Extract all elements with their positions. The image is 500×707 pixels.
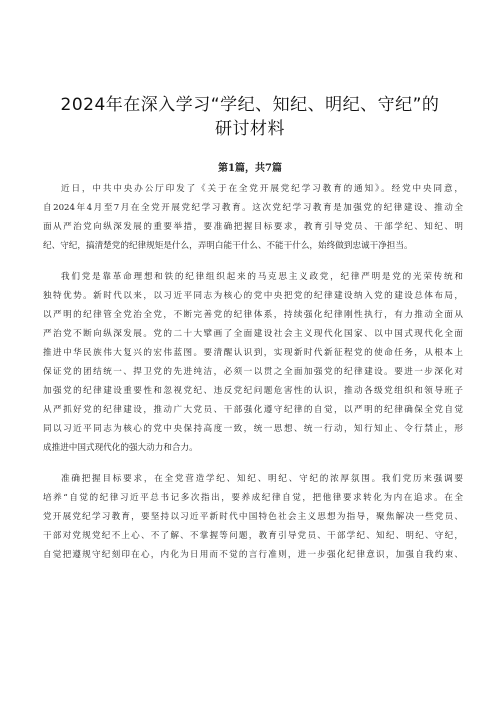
paragraph-3: [43, 470, 463, 565]
paragraph-line: 干部对党规党纪不上心、不了解、不掌握等问题，教育引导党员、干部学纪、知纪、明纪、守纪，: [43, 531, 463, 541]
chapter-indicator: 第1篇，共7篇: [218, 163, 282, 174]
paragraph-line: 自觉把遵规守纪刻印在心，内化为日用而不觉的言行准则，进一步强化纪律意识，加强自我约束、: [43, 550, 463, 560]
paragraph-line: 近日，中共中央办公厅印发了《关于在全党开展党纪学习教育的通知》。经党中央同意，: [61, 184, 463, 194]
paragraph-line: 以严明的纪律管全党治全党，不断完善党的纪律体系，持续强化纪律刚性执行，有力推动全面从: [43, 310, 463, 320]
paragraph-1: [43, 180, 463, 256]
paragraph-line: 独特优势。新时代以来，以习近平同志为核心的党中央把党的纪律建设纳入党的建设总体布局，: [43, 291, 463, 301]
document-title: [40, 93, 460, 141]
paragraph-line: 保证党的团结统一、捍卫党的先进纯洁，必须一以贯之全面加强党的纪律建设。要进一步深化对: [43, 367, 463, 377]
paragraph-line: 成推进中国式现代化的强大动力和合力。: [43, 443, 198, 453]
paragraph-line: 我们党是靠革命理想和铁的纪律组织起来的马克思主义政党，纪律严明是党的光荣传统和: [61, 272, 463, 282]
paragraph-line: 培养“自觉的纪律习近平总书记多次指出，要养成纪律自觉，把他律要求转化为内在追求。在全: [43, 493, 463, 503]
paragraph-line: 同以习近平同志为核心的党中央保持高度一致，统一思想、统一行动，知行知止、令行禁止，形: [43, 424, 463, 434]
document-body: [43, 180, 463, 577]
paragraph-line: 严治党不断向纵深发展。党的二十大擘画了全面建设社会主义现代化国家、以中国式现代化全面: [43, 329, 463, 339]
paragraph-line: 加强党的纪律建设重要性和忽视党纪、违反党纪问题危害性的认识，推动各级党组织和领导班子: [43, 386, 463, 396]
title-line-2: 研讨材料: [215, 119, 285, 139]
paragraph-line: 准确把握目标要求，在全党营造学纪、知纪、明纪、守纪的浓厚氛围。我们党历来强调要: [61, 474, 463, 484]
paragraph-line: 推进中华民族伟大复兴的宏伟蓝图。要清醒认识到，实现新时代新征程党的使命任务，从根本上: [43, 348, 463, 358]
paragraph-line: 党开展党纪学习教育，要坚持以习近平新时代中国特色社会主义思想为指导，聚焦解决一些党员、: [43, 512, 463, 522]
paragraph-line: 纪、守纪，搞清楚党的纪律规矩是什么，弄明白能干什么、不能干什么，始终做到忠诚干净担当。: [43, 241, 413, 251]
paragraph-line: 从严抓好党的纪律建设，推动广大党员、干部强化遵守纪律的自觉，以严明的纪律确保全党自觉: [43, 405, 463, 415]
paragraph-line: 自2024年4月至7月在全党开展党纪学习教育。这次党纪学习教育是加强党的纪律建设、推动全: [43, 203, 463, 213]
title-line-1: 2024年在深入学习“学纪、知纪、明纪、守纪”的: [60, 95, 440, 115]
paragraph-line: 面从严治党向纵深发展的重要举措，要准确把握目标要求，教育引导党员、干部学纪、知纪、明: [43, 222, 463, 232]
paragraph-2: [43, 268, 463, 458]
